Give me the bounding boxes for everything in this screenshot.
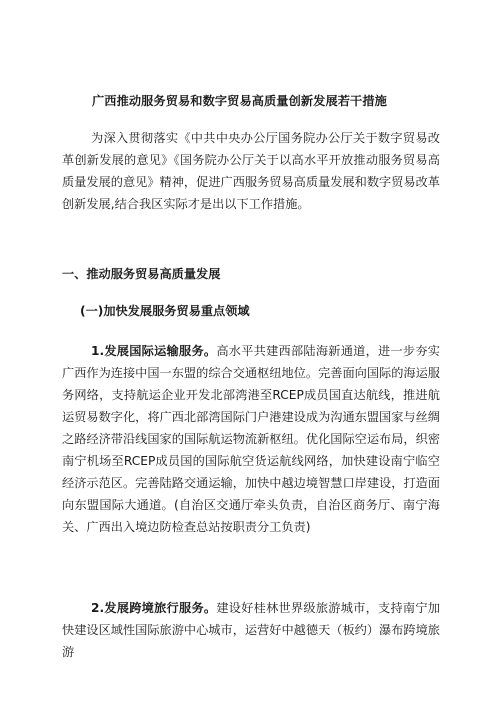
measure-lead: 2.发展跨境旅行服务。: [91, 601, 217, 615]
measure-paragraph-2: [62, 597, 440, 663]
document-title: 广西推动服务贸易和数字贸易高质量创新发展若干措施: [92, 94, 387, 108]
subsection-heading: (一)加快发展服务贸易重点领域: [80, 304, 250, 318]
intro-paragraph: 为深入贯彻落实《中共中央办公厅国务院办公厅关于数字贸易改革创新发展的意见》《国务院办公厅关于以高水平开放推动服务贸易高质量发展的意见》精神，促进广西服务贸易高质量发展和数字贸易改革创新发展,结合我区实际才是出以下工作措施。: [62, 131, 440, 211]
measure-text: 建设好桂林世界级旅游城市，支持南宁加快建设区域性国际旅游中心城市，运营好中越德天（板约）瀑布跨境旅游: [62, 601, 440, 659]
measure-text: 高水平共建西部陆海新通道，进一步夯实广西作为连接中国一东盟的综合交通枢纽地位。完善面向国际的海运服务网络，支持航运企业开发北部湾港至RCEP成员国直达航线，推进航运贸易数字化，将广西北部湾国际门户港建设成为沟通东盟国家与丝绸之路经济带沿线国家的国际航运物流新枢纽。优化国际空运布局，织密南宁机场至RCEP成员国的国际航空货运航线网络，加快建设南宁临空经济示范区。完善陆路交通运输，加快中越边境智慧口岸建设，打造面向东盟国际大通道。(自治区交通厅牵头负责，自治区商务厅、南宁海关、广西出入境边防检查总站按职责分工负责): [62, 344, 440, 534]
measure-paragraph-1: [62, 340, 440, 538]
section-heading: 一、推动服务贸易高质量发展: [62, 267, 221, 281]
measure-lead: 1.发展国际运输服务。: [91, 344, 217, 358]
